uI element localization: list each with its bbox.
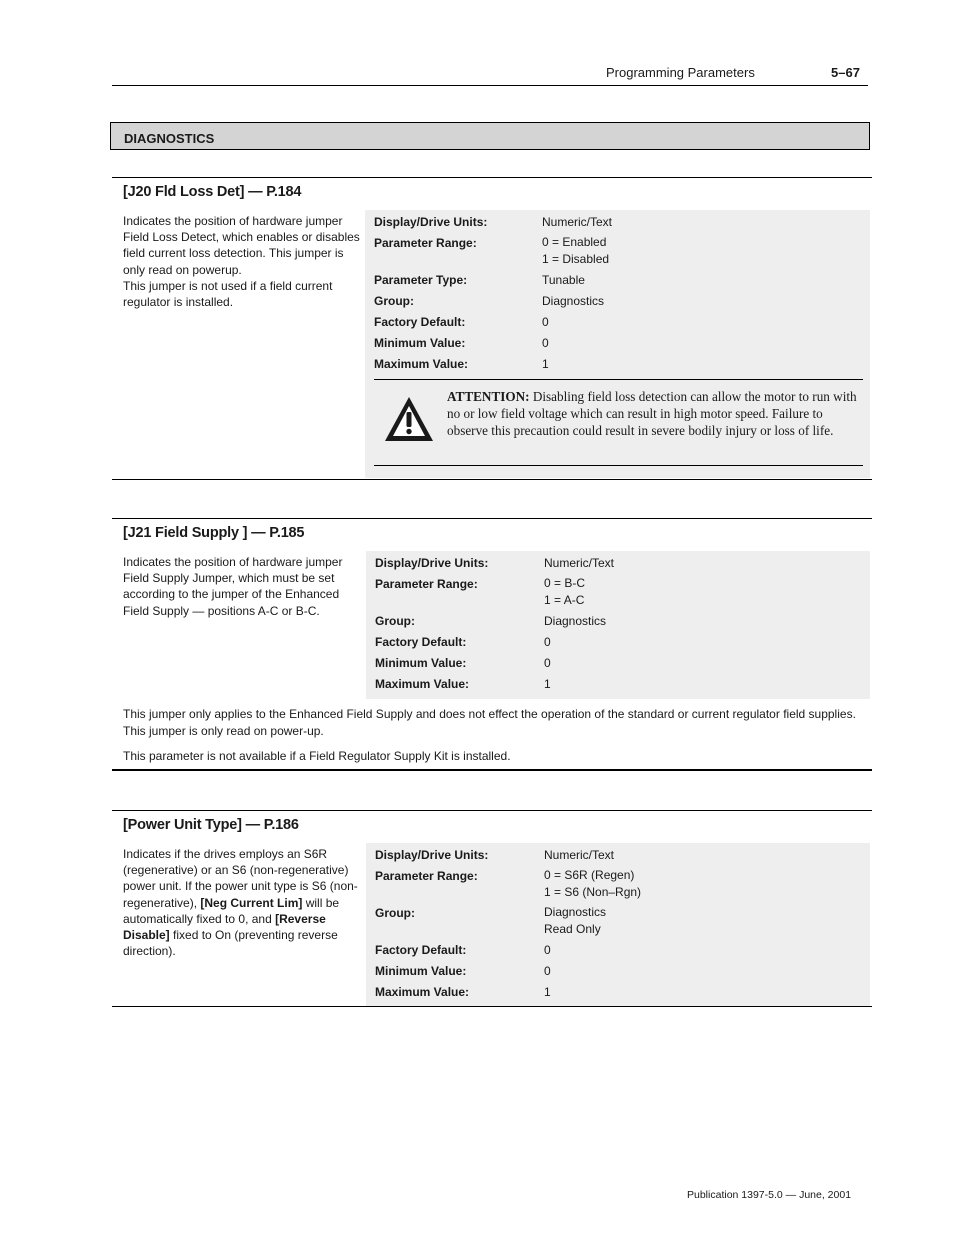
description-text: Indicates if the drives employs an S6R (regenerative) or an S6 (non-regenerative) power unit. If the power unit type is S6 (non-regenerative), xyxy=(123,847,358,910)
detail-value: 0 xyxy=(542,336,549,350)
param-top-rule xyxy=(112,810,872,811)
detail-label: Group: xyxy=(375,614,415,628)
detail-label: Group: xyxy=(375,906,415,920)
param-description-p186 xyxy=(123,846,363,959)
detail-label: Display/Drive Units: xyxy=(375,848,489,862)
page-number: 5–67 xyxy=(831,65,860,80)
detail-value: 0 = B-C 1 = A-C xyxy=(544,576,586,607)
param-note: This jumper only applies to the Enhanced Field Supply and does not effect the operation of the standard or current regulator field supplies. This jumper is only read on power-up. xyxy=(123,707,856,738)
attention-message xyxy=(447,388,861,439)
detail-value: Numeric/Text xyxy=(542,215,613,229)
param-top-rule xyxy=(112,518,872,519)
attention-top-rule xyxy=(374,379,863,380)
detail-label: Minimum Value: xyxy=(375,656,467,670)
attention-body: Disabling field loss detection can allow the motor to run with no or low field voltage which can result in high motor speed. Failure to observe this precaution could result in severe bodily injury or loss of life. xyxy=(447,389,857,438)
detail-label: Maximum Value: xyxy=(374,357,469,371)
detail-label: Parameter Range: xyxy=(375,577,478,591)
running-header-title: Programming Parameters xyxy=(606,65,755,80)
detail-value: 0 = Enabled 1 = Disabled xyxy=(542,235,610,266)
param-details-panel-p186 xyxy=(366,843,870,1006)
detail-value: 1 xyxy=(544,677,551,691)
detail-label: Factory Default: xyxy=(375,635,467,649)
section-banner xyxy=(110,122,870,150)
detail-label: Factory Default: xyxy=(375,943,467,957)
detail-label: Maximum Value: xyxy=(375,677,470,691)
detail-label: Minimum Value: xyxy=(374,336,466,350)
description-text: fixed to On (preventing reverse direction). xyxy=(123,928,338,959)
detail-value: 1 xyxy=(542,357,549,371)
param-title-p185: [J21 Field Supply ] — P.185 xyxy=(123,525,305,541)
detail-value: Diagnostics xyxy=(544,614,607,628)
attention-bottom-rule xyxy=(374,465,863,466)
detail-label: Parameter Range: xyxy=(375,869,478,883)
description-text: will be automatically fixed to 0, and xyxy=(123,895,340,926)
detail-label: Maximum Value: xyxy=(375,985,470,999)
attention-heading: ATTENTION: xyxy=(447,389,530,404)
param-bottom-rule xyxy=(112,479,872,480)
param-description-p184: Indicates the position of hardware jumper Field Loss Detect, which enables or disables field current loss detection. This jumper is only read on powerup. This jumper is not used if a field current regulator is installed. xyxy=(123,214,360,310)
param-top-rule xyxy=(112,177,872,178)
param-bottom-rule xyxy=(112,1006,872,1007)
detail-value: Numeric/Text xyxy=(544,848,615,862)
detail-label: Factory Default: xyxy=(374,315,466,329)
detail-value: Tunable xyxy=(542,273,585,287)
detail-value: Diagnostics xyxy=(542,294,605,308)
publication-footer: Publication 1397-5.0 — June, 2001 xyxy=(687,1189,852,1201)
param-title-p184: [J20 Fld Loss Det] — P.184 xyxy=(123,184,302,200)
detail-value: 0 xyxy=(544,635,551,649)
section-banner-label: DIAGNOSTICS xyxy=(124,131,215,146)
detail-value: 1 xyxy=(544,985,551,999)
detail-value: 0 = S6R (Regen) 1 = S6 (Non–Rgn) xyxy=(544,868,642,899)
detail-label: Display/Drive Units: xyxy=(375,556,489,570)
param-bottom-rule xyxy=(112,769,872,771)
param-details-panel-p185 xyxy=(366,551,870,699)
detail-label: Display/Drive Units: xyxy=(374,215,488,229)
detail-label: Parameter Type: xyxy=(374,273,468,287)
param-note: This parameter is not available if a Field Regulator Supply Kit is installed. xyxy=(123,749,511,763)
param-title-p186: [Power Unit Type] — P.186 xyxy=(123,817,299,833)
detail-value: 0 xyxy=(544,964,551,978)
detail-label: Parameter Range: xyxy=(374,236,477,250)
param-details-panel-p184 xyxy=(365,210,870,478)
detail-value: 0 xyxy=(544,656,551,670)
parameter-reference: [Reverse Disable] xyxy=(123,911,326,943)
warning-triangle-icon xyxy=(383,395,435,443)
detail-value: 0 xyxy=(542,315,549,329)
detail-label: Group: xyxy=(374,294,414,308)
detail-label: Minimum Value: xyxy=(375,964,467,978)
header-rule xyxy=(112,85,868,86)
detail-value: Numeric/Text xyxy=(544,556,615,570)
detail-value: Diagnostics Read Only xyxy=(544,905,607,936)
param-description-p185: Indicates the position of hardware jumper Field Supply Jumper, which must be set according to the jumper of the Enhanced Field Supply — positions A-C or B-C. xyxy=(123,555,343,618)
parameter-reference: [Neg Current Lim] xyxy=(200,895,303,910)
detail-value: 0 xyxy=(544,943,551,957)
